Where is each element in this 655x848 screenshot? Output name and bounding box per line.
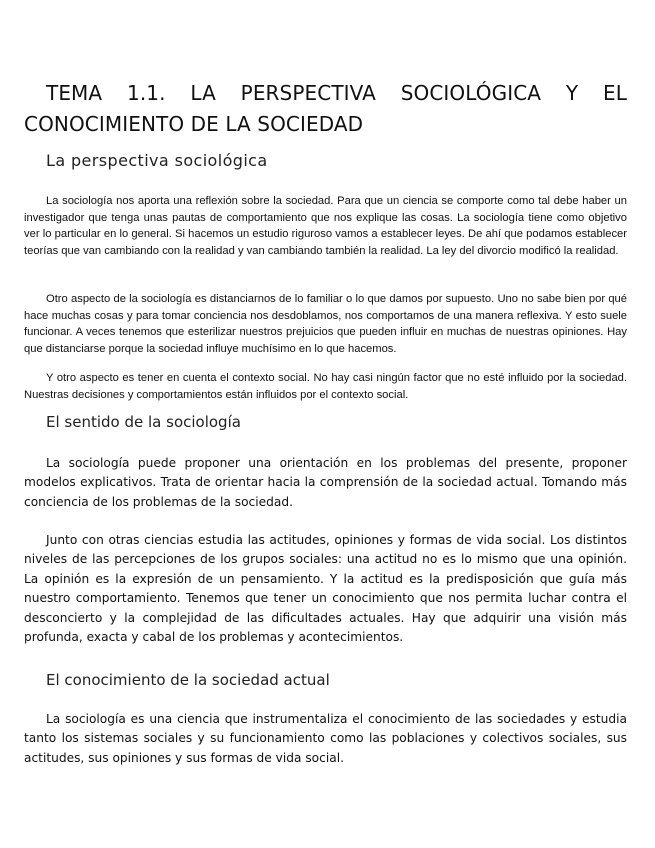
- paragraph: La sociología es una ciencia que instrumentaliza el conocimiento de las sociedades y estudia tanto los sistemas sociales y su funcionamiento como las poblaciones y colectivos sociales, sus actitudes, sus opiniones y sus formas de vida social.: [24, 712, 627, 765]
- section-heading-conocimiento: El conocimiento de la sociedad actual: [46, 671, 330, 689]
- paragraph: Y otro aspecto es tener en cuenta el contexto social. No hay casi ningún factor que no esté influido por la sociedad. Nuestras decisiones y comportamientos están influidos por el contexto social.: [24, 372, 627, 401]
- title-line-2: CONOCIMIENTO DE LA SOCIEDAD: [24, 112, 364, 136]
- paragraph: La sociología puede proponer una orientación en los problemas del presente, proponer modelos explicativos. Trata de orientar hacia la comprensión de la sociedad actual. Tomando más conciencia de los problemas de la sociedad.: [24, 456, 627, 509]
- page-title: [24, 78, 627, 140]
- section-heading-sentido: El sentido de la sociología: [46, 413, 241, 431]
- paragraph: La sociología nos aporta una reflexión sobre la sociedad. Para que un ciencia se comporte como tal debe haber un investigador que tenga unas pautas de comportamiento que nos explique las cosas. La sociología tiene como objetivo ver lo particular en lo general. Si hacemos un estudio riguroso vamos a establecer leyes. De ahí que podamos establecer teorías que van cambiando con la realidad y van cambiando también la realidad. La ley del divorcio modificó la realidad.: [24, 195, 627, 257]
- section-heading-perspectiva: La perspectiva sociológica: [46, 151, 268, 170]
- title-line-1: TEMA 1.1. LA PERSPECTIVA SOCIOLÓGICA Y EL: [46, 81, 627, 105]
- paragraph: Junto con otras ciencias estudia las actitudes, opiniones y formas de vida social. Los distintos niveles de las percepciones de los grupos sociales: una actitud no es lo mismo que una opinión. La opinión es la expresión de un pensamiento. Y la actitud es la predisposición que guía más nuestro comportamiento. Tenemos que tener un conocimiento que nos permita luchar contra el desconcierto y la complejidad de las dificultades actuales. Hay que adquirir una visión más profunda, exacta y cabal de los problemas y acontecimientos.: [24, 533, 627, 645]
- paragraph: Otro aspecto de la sociología es distanciarnos de lo familiar o lo que damos por supuesto. Uno no sabe bien por qué hace muchas cosas y para tomar conciencia nos desdoblamos, nos comportamos de una manera reflexiva. Y esto suele funcionar. A veces tenemos que esterilizar nuestros prejuicios que pueden influir en muchas de nuestras opiniones. Hay que distanciarse porque la sociedad influye muchísimo en lo que hacemos.: [24, 293, 627, 355]
